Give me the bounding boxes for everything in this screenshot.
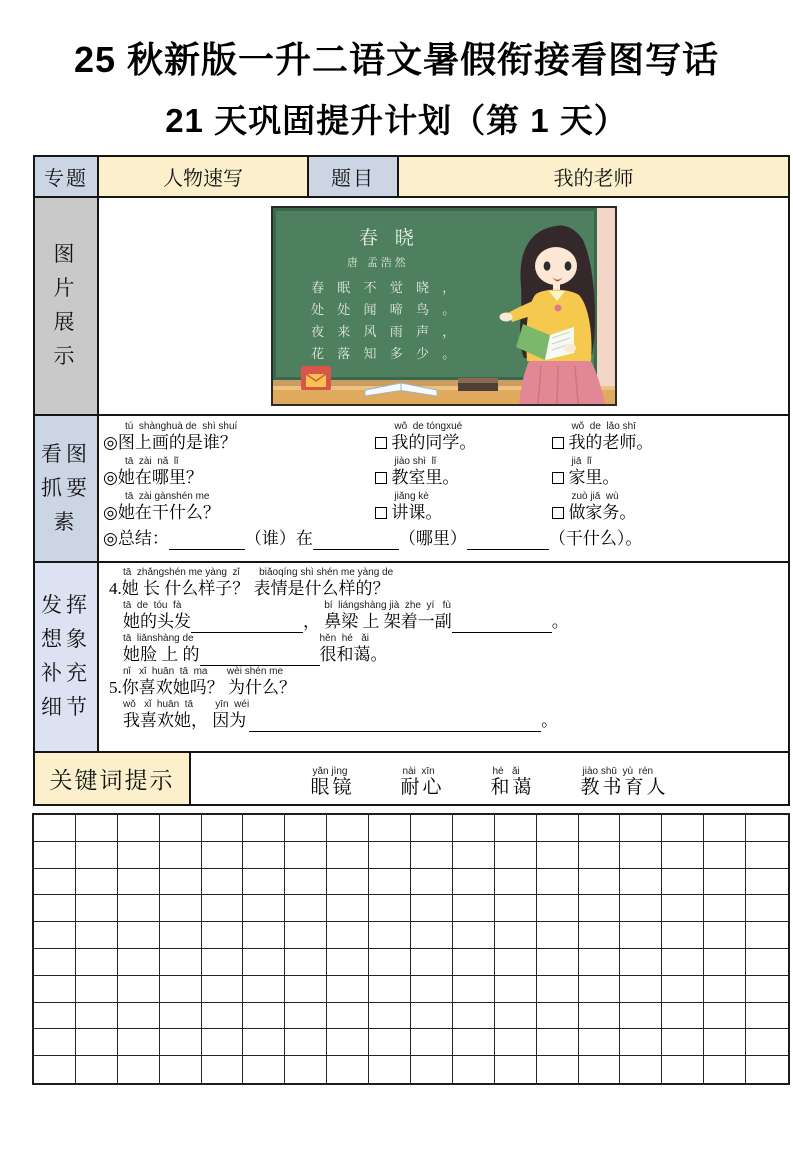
- question-5-pinyin: nǐ xǐ huān tā ma wèi shén me: [123, 666, 284, 677]
- question-row-2: [103, 456, 784, 489]
- grid-cell[interactable]: [453, 842, 495, 869]
- grid-cell[interactable]: [579, 922, 621, 949]
- grid-cell[interactable]: [160, 895, 202, 922]
- grid-cell[interactable]: [620, 949, 662, 976]
- board-eraser: [458, 378, 498, 391]
- grid-cell[interactable]: [579, 815, 621, 842]
- poem-line-4: 花 落 知 多 少 。: [310, 346, 460, 361]
- keyword-glasses: yǎn jìng 眼镜: [310, 766, 355, 798]
- grid-cell[interactable]: [160, 1056, 202, 1083]
- grid-cell[interactable]: [118, 1056, 160, 1083]
- grid-cell[interactable]: [327, 976, 369, 1003]
- grid-cell[interactable]: [495, 895, 537, 922]
- q4-answer-line-1: [123, 600, 784, 633]
- writing-grid: [32, 813, 790, 1085]
- grid-cell[interactable]: [160, 922, 202, 949]
- checkbox-option-1a[interactable]: [375, 437, 387, 449]
- option-1a-text: 我的同学。: [391, 433, 477, 452]
- grid-cell[interactable]: [243, 815, 285, 842]
- classroom-illustration: [271, 206, 617, 406]
- question-1-pinyin: tú shànghuà de shì shuí: [125, 421, 238, 432]
- grid-cell[interactable]: [327, 922, 369, 949]
- q4l2-seg2: hěn hé ǎi 很和蔼。: [319, 633, 388, 664]
- grid-cell[interactable]: [746, 976, 788, 1003]
- grid-cell[interactable]: [76, 949, 118, 976]
- grid-cell[interactable]: [243, 922, 285, 949]
- keyword-amiable: hé ǎi 和蔼: [490, 766, 535, 798]
- poem-line-1: 春 眠 不 觉 晓 ，: [310, 280, 460, 295]
- grid-cell[interactable]: [495, 1029, 537, 1056]
- grid-cell[interactable]: [620, 842, 662, 869]
- info-row: [35, 157, 788, 196]
- grid-cell[interactable]: [160, 949, 202, 976]
- title-value: 我的老师: [397, 157, 788, 196]
- checkbox-option-2b[interactable]: [552, 472, 564, 484]
- imagine-row: [35, 561, 788, 751]
- question-3-pinyin: tā zài gànshén me: [125, 491, 210, 502]
- grid-cell[interactable]: [704, 895, 746, 922]
- picture-section-label: 图片展示: [35, 198, 97, 414]
- grid-cell[interactable]: [202, 895, 244, 922]
- grid-cell[interactable]: [202, 922, 244, 949]
- grid-cell[interactable]: [118, 869, 160, 896]
- keywords-content: [189, 753, 788, 804]
- grid-cell[interactable]: [369, 976, 411, 1003]
- grid-cell[interactable]: [662, 842, 704, 869]
- elements-row: [35, 414, 788, 561]
- grid-cell[interactable]: [243, 869, 285, 896]
- grid-cell[interactable]: [579, 869, 621, 896]
- grid-cell[interactable]: [620, 869, 662, 896]
- poem-author: 唐 孟浩然: [346, 257, 409, 269]
- checkbox-option-3a[interactable]: [375, 507, 387, 519]
- page-subtitle: 21 天巩固提升计划（第 1 天）: [165, 102, 628, 139]
- grid-cell[interactable]: [160, 1029, 202, 1056]
- grid-cell[interactable]: [76, 1029, 118, 1056]
- grid-cell[interactable]: [118, 949, 160, 976]
- topic-value: 人物速写: [97, 157, 307, 196]
- grid-cell[interactable]: [285, 1003, 327, 1030]
- grid-cell[interactable]: [411, 976, 453, 1003]
- grid-cell[interactable]: [662, 976, 704, 1003]
- question-3: [103, 491, 375, 524]
- q5-blank[interactable]: [249, 716, 541, 732]
- grid-cell[interactable]: [537, 815, 579, 842]
- grid-cell[interactable]: [202, 1003, 244, 1030]
- option-2a-pinyin: jiào shì lǐ: [394, 456, 437, 467]
- q4l1-blank-2[interactable]: [452, 617, 552, 633]
- question-row-1: [103, 421, 784, 454]
- option-1b: [552, 421, 784, 454]
- grid-cell[interactable]: [411, 895, 453, 922]
- grid-cell[interactable]: [579, 976, 621, 1003]
- grid-cell[interactable]: [411, 922, 453, 949]
- summary-blank-what[interactable]: [467, 534, 549, 550]
- grid-cell[interactable]: [285, 949, 327, 976]
- grid-cell[interactable]: [34, 815, 76, 842]
- grid-cell[interactable]: [704, 1029, 746, 1056]
- option-1a: [375, 421, 552, 454]
- grid-cell[interactable]: [285, 1056, 327, 1083]
- summary-prefix: ◎总结：: [103, 529, 169, 548]
- chalk-box: [301, 366, 331, 390]
- grid-cell[interactable]: [118, 976, 160, 1003]
- grid-cell[interactable]: [537, 1003, 579, 1030]
- grid-cell[interactable]: [160, 815, 202, 842]
- grid-cell[interactable]: [662, 1003, 704, 1030]
- grid-cell[interactable]: [160, 842, 202, 869]
- grid-cell[interactable]: [243, 842, 285, 869]
- q5-period: 。: [541, 711, 559, 730]
- option-2a: [375, 456, 552, 489]
- grid-cell[interactable]: [453, 1003, 495, 1030]
- grid-cell[interactable]: [453, 869, 495, 896]
- picture-row: [35, 196, 788, 414]
- grid-cell[interactable]: [704, 922, 746, 949]
- grid-cell[interactable]: [411, 842, 453, 869]
- grid-cell[interactable]: [202, 815, 244, 842]
- grid-cell[interactable]: [579, 1003, 621, 1030]
- q4l1-period: 。: [551, 612, 569, 631]
- grid-cell[interactable]: [704, 976, 746, 1003]
- question-4: [109, 567, 784, 600]
- grid-cell[interactable]: [327, 949, 369, 976]
- option-3b-pinyin: zuò jiā wù: [571, 491, 619, 502]
- grid-cell[interactable]: [76, 922, 118, 949]
- grid-cell[interactable]: [327, 895, 369, 922]
- grid-cell[interactable]: [34, 976, 76, 1003]
- grid-cell[interactable]: [453, 1056, 495, 1083]
- grid-cell[interactable]: [537, 895, 579, 922]
- grid-cell[interactable]: [746, 949, 788, 976]
- teacher-blackboard-scene: [273, 208, 615, 404]
- grid-cell[interactable]: [327, 1003, 369, 1030]
- grid-cell[interactable]: [453, 815, 495, 842]
- grid-cell[interactable]: [411, 815, 453, 842]
- option-3b-text: 做家务。: [568, 503, 637, 522]
- picture-content: [97, 198, 788, 414]
- option-1b-text: 我的老师。: [568, 433, 654, 452]
- question-5: [109, 666, 784, 699]
- grid-cell[interactable]: [495, 842, 537, 869]
- question-1-text: ◎图上画的是谁？: [103, 433, 237, 452]
- grid-cell[interactable]: [537, 869, 579, 896]
- grid-cell[interactable]: [34, 895, 76, 922]
- grid-cell[interactable]: [579, 895, 621, 922]
- option-2b-pinyin: jiā lǐ: [571, 456, 592, 467]
- checkbox-option-1b[interactable]: [552, 437, 564, 449]
- question-2: [103, 456, 375, 489]
- grid-cell[interactable]: [285, 895, 327, 922]
- grid-cell[interactable]: [243, 1029, 285, 1056]
- question-row-3: [103, 491, 784, 524]
- grid-cell[interactable]: [34, 842, 76, 869]
- grid-cell[interactable]: [76, 1056, 118, 1083]
- grid-cell[interactable]: [620, 976, 662, 1003]
- grid-cell[interactable]: [327, 1056, 369, 1083]
- grid-cell[interactable]: [369, 922, 411, 949]
- grid-cell[interactable]: [118, 922, 160, 949]
- summary-what-label: （干什么）。: [548, 529, 643, 548]
- grid-cell[interactable]: [243, 949, 285, 976]
- grid-cell[interactable]: [118, 1029, 160, 1056]
- question-2-pinyin: tā zài nǎ lǐ: [125, 456, 179, 467]
- grid-cell[interactable]: [411, 1056, 453, 1083]
- grid-cell[interactable]: [746, 1056, 788, 1083]
- poem-line-3: 夜 来 风 雨 声 ，: [310, 324, 460, 339]
- grid-cell[interactable]: [160, 869, 202, 896]
- option-3a: [375, 491, 552, 524]
- grid-cell[interactable]: [285, 815, 327, 842]
- grid-cell[interactable]: [537, 1029, 579, 1056]
- grid-cell[interactable]: [620, 815, 662, 842]
- keywords-section-label: 关键词提示: [35, 753, 189, 804]
- summary-blank-where[interactable]: [313, 534, 399, 550]
- grid-cell[interactable]: [411, 1029, 453, 1056]
- grid-cell[interactable]: [34, 1056, 76, 1083]
- grid-cell[interactable]: [76, 976, 118, 1003]
- grid-cell[interactable]: [537, 842, 579, 869]
- grid-cell[interactable]: [411, 869, 453, 896]
- grid-cell[interactable]: [746, 895, 788, 922]
- summary-line: [103, 528, 784, 550]
- grid-cell[interactable]: [704, 842, 746, 869]
- grid-cell[interactable]: [620, 1056, 662, 1083]
- grid-cell[interactable]: [662, 815, 704, 842]
- grid-cell[interactable]: [243, 976, 285, 1003]
- grid-cell[interactable]: [118, 1003, 160, 1030]
- keywords-row: [35, 751, 788, 804]
- poem-line-2: 处 处 闻 啼 鸟 。: [310, 302, 460, 317]
- q4-answer-line-2: [123, 633, 784, 666]
- option-2b: [552, 456, 784, 489]
- checkbox-option-3b[interactable]: [552, 507, 564, 519]
- grid-cell[interactable]: [327, 815, 369, 842]
- grid-cell[interactable]: [453, 976, 495, 1003]
- grid-cell[interactable]: [369, 895, 411, 922]
- keyword-teaching: jiào shū yù rén 教书育人: [580, 766, 669, 798]
- page-title: 25 秋新版一升二语文暑假衔接看图写话: [73, 39, 720, 80]
- grid-cell[interactable]: [285, 1029, 327, 1056]
- option-2b-text: 家里。: [568, 468, 620, 487]
- grid-cell[interactable]: [662, 949, 704, 976]
- grid-cell[interactable]: [662, 1029, 704, 1056]
- grid-cell[interactable]: [746, 842, 788, 869]
- grid-cell[interactable]: [160, 976, 202, 1003]
- grid-cell[interactable]: [495, 949, 537, 976]
- grid-cell[interactable]: [202, 1056, 244, 1083]
- q4l2-blank[interactable]: [200, 650, 320, 666]
- grid-cell[interactable]: [369, 1003, 411, 1030]
- summary-where-label: （哪里）: [398, 529, 467, 548]
- grid-cell[interactable]: [495, 922, 537, 949]
- grid-cell[interactable]: [620, 1029, 662, 1056]
- grid-cell[interactable]: [537, 1056, 579, 1083]
- grid-cell[interactable]: [34, 922, 76, 949]
- grid-cell[interactable]: [369, 1029, 411, 1056]
- q4l1-comma: ，: [303, 612, 325, 631]
- q4l2-seg1: tā liǎnshàng de 她脸 上 的: [123, 633, 200, 664]
- question-4-text: 4.她 长 什么样子？ 表情是什么样的？: [109, 579, 390, 598]
- summary-who-label: （谁）在: [244, 529, 313, 548]
- grid-cell[interactable]: [453, 895, 495, 922]
- grid-cell[interactable]: [495, 869, 537, 896]
- grid-cell[interactable]: [327, 1029, 369, 1056]
- grid-cell[interactable]: [746, 1029, 788, 1056]
- grid-cell[interactable]: [662, 869, 704, 896]
- grid-cell[interactable]: [453, 1029, 495, 1056]
- grid-cell[interactable]: [495, 1003, 537, 1030]
- grid-cell[interactable]: [369, 1056, 411, 1083]
- grid-cell[interactable]: [369, 869, 411, 896]
- worksheet-table: [33, 155, 790, 806]
- grid-cell[interactable]: [34, 869, 76, 896]
- grid-cell[interactable]: [285, 922, 327, 949]
- q4l1-seg1: tā de tóu fà 她的头发: [123, 600, 191, 631]
- grid-cell[interactable]: [76, 869, 118, 896]
- grid-cell[interactable]: [662, 895, 704, 922]
- title-label: 题目: [307, 157, 397, 196]
- keyword-patience: nài xīn 耐心: [400, 766, 445, 798]
- grid-cell[interactable]: [579, 1056, 621, 1083]
- grid-cell[interactable]: [285, 842, 327, 869]
- grid-cell[interactable]: [34, 1003, 76, 1030]
- grid-cell[interactable]: [495, 976, 537, 1003]
- checkbox-option-2a[interactable]: [375, 472, 387, 484]
- grid-cell[interactable]: [118, 842, 160, 869]
- question-4-pinyin: tā zhǎngshén me yàng zǐ biǎoqíng shì shén me yàng de: [123, 567, 394, 578]
- grid-cell[interactable]: [76, 895, 118, 922]
- grid-cell[interactable]: [537, 949, 579, 976]
- option-3a-pinyin: jiǎng kè: [394, 491, 429, 502]
- grid-cell[interactable]: [662, 1056, 704, 1083]
- grid-cell[interactable]: [662, 922, 704, 949]
- poem-title: 春 晓: [358, 228, 420, 249]
- grid-cell[interactable]: [620, 922, 662, 949]
- q5-answer-line: [123, 699, 784, 732]
- q5l1-seg1: wǒ xǐ huān tā yīn wéi 我喜欢她， 因为: [123, 699, 250, 730]
- grid-cell[interactable]: [34, 1029, 76, 1056]
- imagine-section-label: 发挥想象补充细节: [35, 563, 97, 751]
- grid-cell[interactable]: [202, 949, 244, 976]
- grid-cell[interactable]: [746, 1003, 788, 1030]
- grid-cell[interactable]: [369, 815, 411, 842]
- grid-cell[interactable]: [746, 869, 788, 896]
- grid-cell[interactable]: [579, 949, 621, 976]
- grid-cell[interactable]: [34, 949, 76, 976]
- grid-cell[interactable]: [704, 1003, 746, 1030]
- grid-cell[interactable]: [76, 842, 118, 869]
- grid-cell[interactable]: [620, 895, 662, 922]
- grid-cell[interactable]: [453, 922, 495, 949]
- elements-section-label: 看图抓要素: [35, 416, 97, 561]
- elements-content: [97, 416, 788, 561]
- grid-cell[interactable]: [202, 869, 244, 896]
- option-3a-text: 讲课。: [391, 503, 443, 522]
- grid-cell[interactable]: [704, 949, 746, 976]
- question-3-text: ◎她在干什么？: [103, 503, 220, 522]
- q4l1-seg2: bí liángshàng jià zhe yí fù 鼻梁 上 架着一副: [324, 600, 452, 631]
- topic-label: 专题: [35, 157, 97, 196]
- grid-cell[interactable]: [243, 1056, 285, 1083]
- grid-cell[interactable]: [202, 842, 244, 869]
- imagine-content: [97, 563, 788, 751]
- question-5-text: 5.你喜欢她吗？ 为什么？: [109, 678, 296, 697]
- option-2a-text: 教室里。: [391, 468, 460, 487]
- grid-cell[interactable]: [620, 1003, 662, 1030]
- question-1: [103, 421, 375, 454]
- grid-cell[interactable]: [327, 869, 369, 896]
- grid-cell[interactable]: [243, 1003, 285, 1030]
- grid-cell[interactable]: [327, 842, 369, 869]
- grid-cell[interactable]: [453, 949, 495, 976]
- grid-cell[interactable]: [411, 1003, 453, 1030]
- grid-cell[interactable]: [704, 1056, 746, 1083]
- grid-cell[interactable]: [746, 815, 788, 842]
- grid-cell[interactable]: [160, 1003, 202, 1030]
- grid-cell[interactable]: [118, 895, 160, 922]
- grid-cell[interactable]: [411, 949, 453, 976]
- grid-cell[interactable]: [704, 869, 746, 896]
- q4l1-blank-1[interactable]: [191, 617, 303, 633]
- grid-cell[interactable]: [202, 1029, 244, 1056]
- grid-cell[interactable]: [76, 815, 118, 842]
- grid-cell[interactable]: [537, 976, 579, 1003]
- grid-cell[interactable]: [369, 842, 411, 869]
- grid-cell[interactable]: [579, 1029, 621, 1056]
- grid-cell[interactable]: [202, 976, 244, 1003]
- option-3b: [552, 491, 784, 524]
- grid-cell[interactable]: [746, 922, 788, 949]
- grid-cell[interactable]: [537, 922, 579, 949]
- grid-cell[interactable]: [495, 1056, 537, 1083]
- grid-cell[interactable]: [495, 815, 537, 842]
- grid-cell[interactable]: [76, 1003, 118, 1030]
- grid-cell[interactable]: [118, 815, 160, 842]
- grid-cell[interactable]: [285, 869, 327, 896]
- question-2-text: ◎她在哪里？: [103, 468, 203, 487]
- grid-cell[interactable]: [243, 895, 285, 922]
- grid-cell[interactable]: [579, 842, 621, 869]
- option-1b-pinyin: wǒ de lǎo shī: [571, 421, 636, 432]
- summary-blank-who[interactable]: [169, 534, 245, 550]
- option-1a-pinyin: wǒ de tóngxué: [394, 421, 463, 432]
- grid-cell[interactable]: [704, 815, 746, 842]
- grid-cell[interactable]: [285, 976, 327, 1003]
- grid-cell[interactable]: [369, 949, 411, 976]
